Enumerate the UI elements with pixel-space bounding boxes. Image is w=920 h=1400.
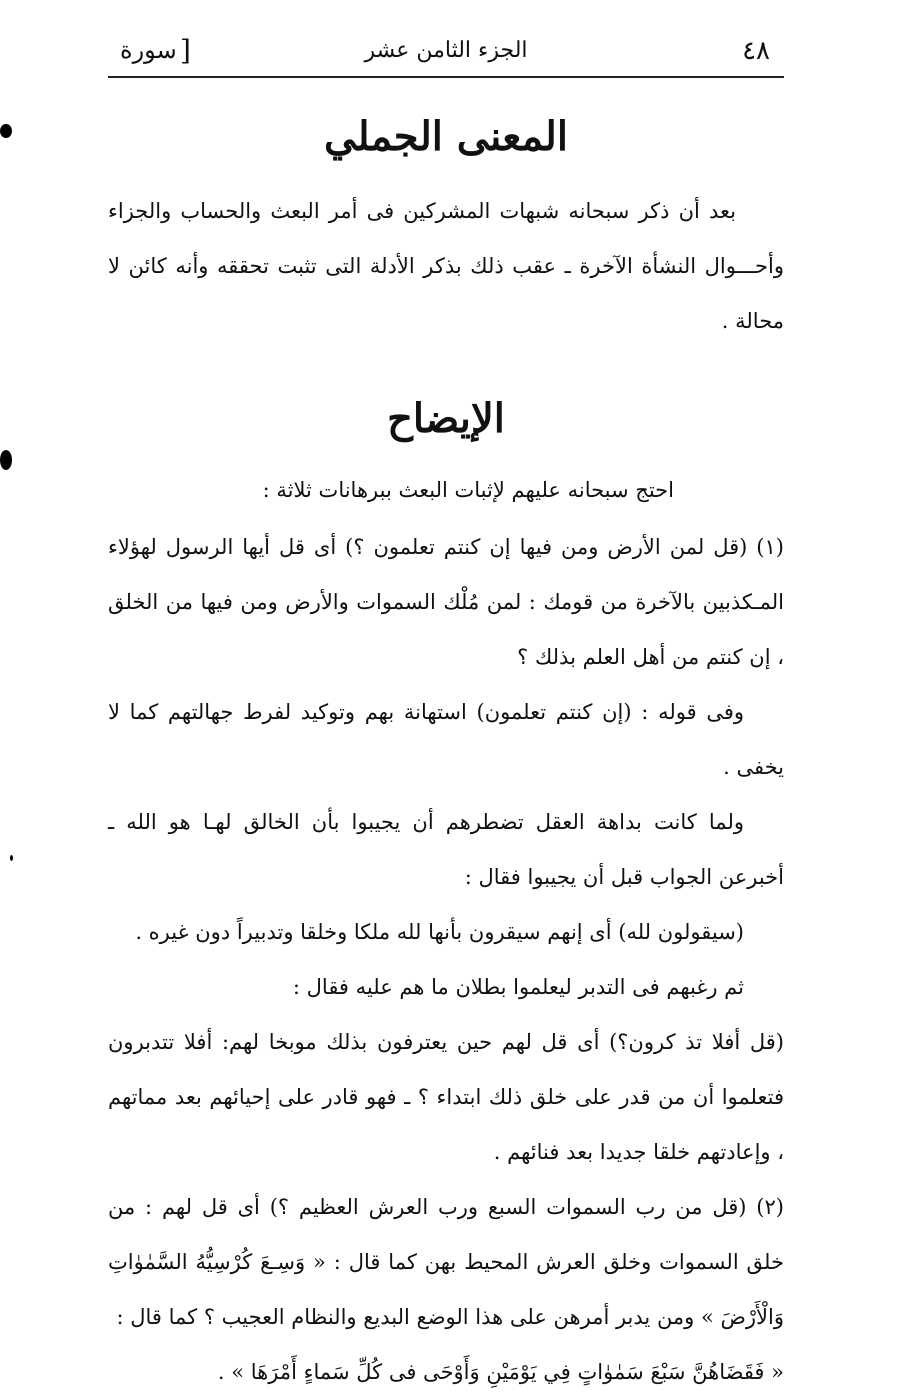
paragraph: (٢) (قل من رب السموات السبع ورب العرش العظيم ؟) أى قل لهم : من خلق السموات وخلق العرش المحيط بهن كما قال : « وَسِـعَ كُرْسِيُّهُ السَّمٰوٰاتِ وَالْأَرْضَ » ومن يدبر أمرهن على هذا الوضع البديع والنظام العجيب ؟ كما قال :: [108, 1195, 784, 1329]
paragraph: ثم رغبهم فى التدبر ليعلموا بطلان ما هم عليه فقال :: [292, 975, 744, 999]
running-title: الجزء الثامن عشر: [364, 38, 528, 63]
page-header: [108, 30, 784, 76]
page-number: ٤٨: [742, 36, 770, 66]
section-title-overall-meaning: المعنى الجملي: [324, 113, 568, 160]
paragraph: (قل أفلا تذ كرون؟) أى قل لهم حين يعترفون بذلك موبخا لهم: أفلا تتدبرون فتعلموا أن من قدر على خلق ذلك ابتداء ؟ ـ فهو قادر على إحيائهم بعد مماتهم ، وإعادتهم خلقا جديدا بعد فنائهم .: [108, 1030, 784, 1164]
paragraph: وفى قوله : (إن كنتم تعلمون) استهانة بهم وتوكيد لفرط جهالتهم كما لا يخفى .: [108, 700, 784, 779]
scan-speck: [0, 450, 12, 470]
paragraph: (سيقولون لله) أى إنهم سيقرون بأنها لله ملكا وخلقا وتدبيراً دون غيره .: [135, 920, 744, 944]
page-body: [108, 100, 784, 1400]
scan-speck: [10, 855, 13, 861]
section-title-explanation: الإيضاح: [387, 395, 505, 442]
header-rule: [108, 76, 784, 78]
overall-meaning-text: بعد أن ذكر سبحانه شبهات المشركين فى أمر البعث والحساب والجزاء وأحـــوال النشأة الآخرة ـ عقب ذلك بذكر الأدلة التى تثبت تحققه وأنه كائن لا محالة .: [108, 199, 784, 333]
paragraph: ولما كانت بداهة العقل تضطرهم أن يجيبوا بأن الخالق لهـا هو الله ـ أخبرعن الجواب قبل أن يجيبوا فقال :: [108, 810, 784, 889]
header-bracket: [: [180, 34, 191, 67]
scan-speck: [0, 124, 12, 138]
paragraph: احتج سبحانه عليهم لإثبات البعث ببرهانات ثلاثة :: [262, 478, 674, 502]
paragraph: (١) (قل لمن الأرض ومن فيها إن كنتم تعلمون ؟) أى قل أيها الرسول لهؤلاء المـكذبين بالآخرة من قومك : لمن مُلْك السموات والأرض ومن فيها من الخلق ، إن كنتم من أهل العلم بذلك ؟: [108, 535, 784, 669]
surah-label: سورة: [120, 36, 177, 64]
paragraph: « فَقَضَاهُنَّ سَبْعَ سَمٰوٰاتٍ فِي يَوْمَيْنِ وَأَوْحَى فى كُلِّ سَماءٍ أَمْرَهَا » .: [217, 1360, 784, 1384]
